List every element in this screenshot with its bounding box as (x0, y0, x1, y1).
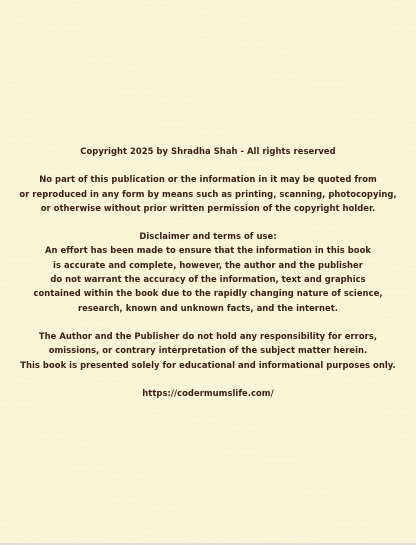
disclaimer-line: is accurate and complete, however, the author and the publisher (53, 259, 363, 270)
notice-line: No part of this publication or the information in it may be quoted from (39, 174, 377, 185)
spacer (0, 372, 416, 386)
spacer (0, 315, 416, 329)
disclaimer-line: research, known and unknown facts, and the internet. (77, 302, 339, 313)
disclaimer-line: An effort has been made to ensure that the information in this book (44, 245, 372, 256)
website-link[interactable]: https://codermumslife.com/ (142, 387, 274, 398)
spacer (0, 158, 416, 172)
copyright-content (0, 144, 416, 400)
responsibility-line: omissions, or contrary interpretation of the subject matter herein. (48, 345, 368, 356)
copyright-line: Copyright 2025 by Shradha Shah - All rights reserved (80, 146, 336, 156)
disclaimer-heading: Disclaimer and terms of use: (139, 231, 277, 242)
responsibility-line: The Author and the Publisher do not hold any responsibility for errors, (38, 330, 378, 341)
disclaimer-line: contained within the book due to the rapidly changing nature of science, (33, 288, 383, 299)
notice-line: or reproduced in any form by means such as printing, scanning, photocopying, (19, 188, 397, 199)
spacer (0, 215, 416, 229)
disclaimer-line: do not warrant the accuracy of the information, text and graphics (50, 274, 366, 285)
notice-line: or otherwise without prior written permission of the copyright holder. (40, 202, 376, 213)
responsibility-line: This book is presented solely for educational and informational purposes only. (20, 359, 396, 370)
